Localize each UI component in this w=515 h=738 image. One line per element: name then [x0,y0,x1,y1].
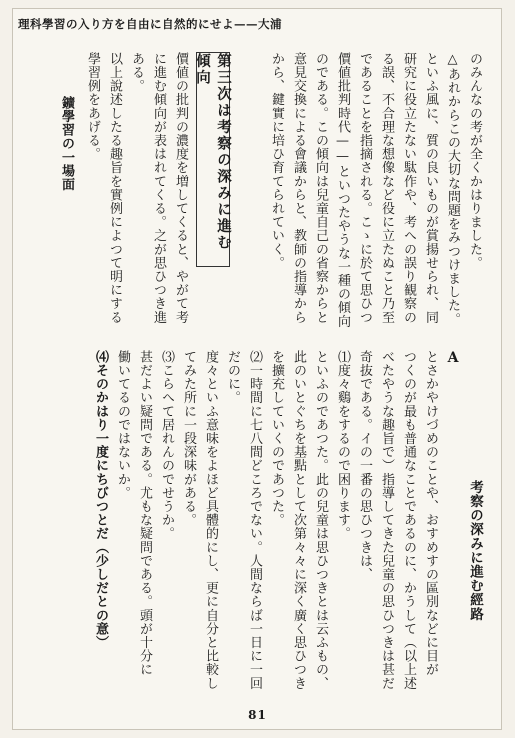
section-heading: 第三次は考察の深みに進む傾向 [196,52,230,267]
sec-col-4: 以上說述したる趣旨を實例によつて明にする [107,52,122,324]
top-col-8: のである。この傾向は兒童自己の省察からと [313,52,328,324]
bot-col-3: べたやうな趣旨で）指導してきた兒童の思ひつきは甚だ [379,350,394,690]
top-col-3: といふ風に、質の良いものが賞揚せられ、同 [423,52,438,324]
top-col-2: △あれからこの大切な問題をみつけました。 [445,52,460,326]
marker-A: A [445,350,461,367]
top-col-1: のみんなの考が全くかはりました。 [467,52,482,270]
sec-col-5: 學習例をあげる。 [85,52,100,161]
bottom-heading: 考察の深みに進む經路 [467,480,483,621]
bot-col-2: つくのが最も普通なことであるのに、かうして（以上述 [401,350,416,690]
bot-col-7: 此のいとぐちを基點として次第々々に深く廣く思ひつき [291,350,306,690]
bot-col-8: を擴充していくのであつた。 [269,350,284,527]
sec-col-3: ある。 [129,52,144,93]
bot-col-1: とさかやけづめのことや、おすめすの區別などに目が [423,350,438,677]
top-col-6: であることを指摘される。こゝに於て思ひつ [357,52,372,324]
bot-col-12: てみた所に一段深味がある。 [181,350,196,527]
bot-col-15: 働いてるのではないか。 [115,350,130,500]
bot-col-13: ⑶こらへて居れんのでせうか。 [159,350,174,541]
bot-col-10: だのに。 [225,350,240,405]
sec-col-2: に進む傾向が表はれてくる。之が思ひつき進 [151,52,166,324]
bot-col-9: ⑵一時間に七八間どころでない。人間ならば一日に一回 [247,350,262,690]
bot-col-11: 度々といふ意味をよほど具體的にし、更に自分と比較し [203,350,218,690]
running-head: 理科學習の入り方を自由に自然的にせよ——大浦 [18,17,282,31]
top-col-10: から、鍵實に培ひ育てられていく。 [269,52,284,270]
top-col-9: 意見交換による會議からと、教師の指導から [291,52,306,324]
top-col-5: る誤、不合理な想像など役に立たぬこと乃至 [379,52,394,324]
top-col-7: 價値批判時代——といつたやうな一種の傾向 [335,52,350,328]
bot-col-16: ⑷そのかはり一度にちびつとだ（少しだとの意） [93,350,108,650]
example-heading: 鑛學習の一場面 [59,96,74,192]
bot-col-14: 甚だよい疑問である。尤もな疑問である。頭が十分に [137,350,152,677]
page-number: 81 [248,708,267,722]
top-col-4: 研究に役立たない駄作や、考への誤り観察の [401,52,416,324]
bot-col-6: といふのであつた。此の兒童は思ひつきとは云ふもの、 [313,350,328,690]
bot-col-4: 奇抜である。イの一番の思ひつきは、 [357,350,372,582]
bot-col-5: ⑴度々鷄をするので困ります。 [335,350,350,541]
sec-col-1: 價値の批判の濃度を増してくると、やがて考 [173,52,188,324]
